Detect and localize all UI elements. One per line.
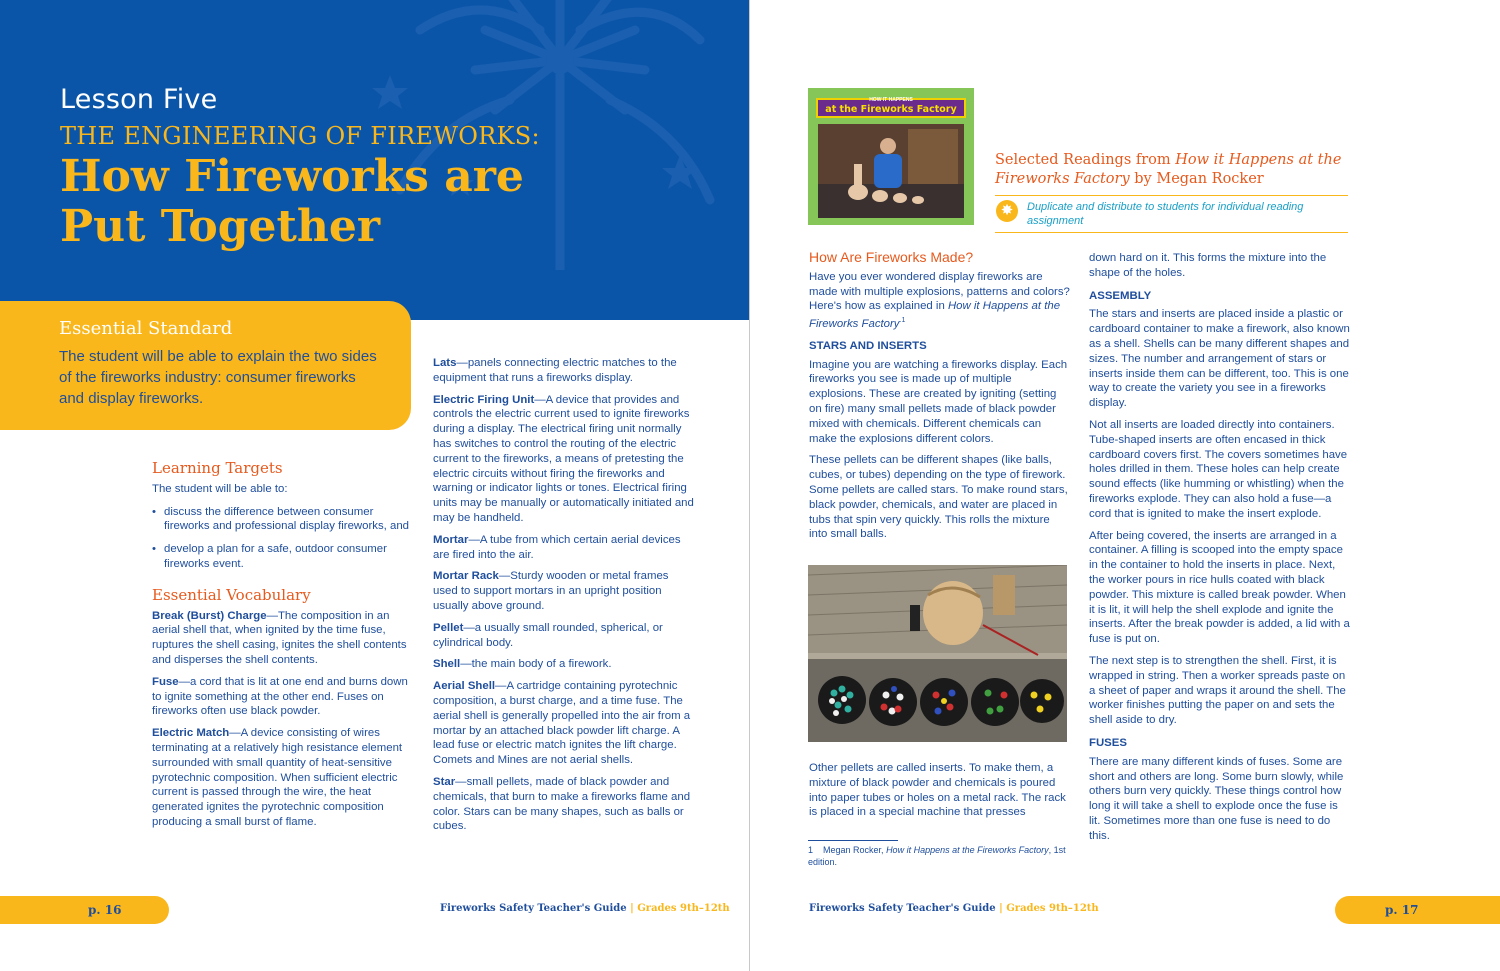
readings-title-prefix: Selected Readings from xyxy=(995,152,1176,168)
essential-standard-text: The student will be able to explain the two sides of the fireworks industry: consumer fireworks and display fireworks. xyxy=(59,348,377,407)
footer-guide-title: Fireworks Safety Teacher's Guide xyxy=(440,903,627,914)
divider xyxy=(995,195,1348,196)
vocab-term: Lats xyxy=(433,357,457,369)
vocab-definition: —A cartridge containing pyrotechnic composition, a burst charge, and a time fuse. The aerial shell is generally propelled into the air from a mortar by an attached black powder lift charge. A lead fuse or electric match ignites the lift charge. Comets and Mines are not aerial shells. xyxy=(433,680,691,767)
article-intro-text: Have you ever wondered display fireworks are made with multiple explosions, patterns and colors? Here's how as explained in xyxy=(809,270,1070,313)
assembly-paragraph: The stars and inserts are placed inside a plastic or cardboard container to make a firework, also known as a shell. Shells can be many different shapes and sizes. The number and arrangement of stars or inserts inside them can be different, too. This is one way to create the variety you see in a fireworks display. xyxy=(1089,308,1350,410)
readings-title-suffix: by Megan Rocker xyxy=(1129,171,1264,187)
vocab-term: Pellet xyxy=(433,621,464,634)
article-column-1 xyxy=(809,250,1071,549)
footnote-book: How it Happens at the Fireworks Factory xyxy=(886,845,1049,855)
footnote-ref: .1 xyxy=(899,317,906,325)
vocab-entry xyxy=(433,393,695,526)
vocab-definition: —the main body of a firework. xyxy=(460,658,612,671)
learning-targets-list xyxy=(152,505,410,572)
footer-grades: Grades 9th–12th xyxy=(637,903,730,914)
vocab-definition: —The composition in an aerial shell that, when ignited by the time fuse, ruptures the shell casing, ignites the shell contents and disperses the shell contents. xyxy=(152,609,407,666)
vocab-entry xyxy=(433,356,695,386)
page-spine xyxy=(749,0,750,971)
readings-title xyxy=(995,151,1355,189)
page-number-right: p. 17 xyxy=(1335,896,1500,924)
readings-title-book: How it Happens at the Fireworks Factory xyxy=(995,152,1342,187)
vocab-definition: —small pellets, made of black powder and chemicals, that burn to make a fireworks flame and color. Stars can be many shapes, such as balls or cubes. xyxy=(433,775,691,833)
sparkle-icon: ✸ xyxy=(996,200,1018,222)
vocab-definition: —A device that provides and controls the electric current used to ignite fireworks during a display. The electrical firing unit normally has switches to control the routing of the electric current to the fireworks, a means of pretesting the electric circuits without firing the fireworks and warning or indicator lights or tones. Electrical firing units may be manually or automatically initiated and may be handheld. xyxy=(433,393,694,524)
vocabulary-column xyxy=(433,356,695,841)
vocab-entry xyxy=(433,569,695,613)
article-intro xyxy=(809,270,1071,332)
vocab-definition: —A device consisting of wires terminating at a relatively high resistance element surrounded with small quantity of heat-sensitive pyrotechnic composition. When sufficient electric current is passed through the wire, the heat generated ignites the pyrotechnic composition producing a small burst of flame. xyxy=(152,727,403,828)
vocab-definition: —panels connecting electric matches to the equipment that runs a fireworks display. xyxy=(433,357,677,384)
essential-standard-heading: Essential Standard xyxy=(59,318,233,339)
article-column-2 xyxy=(1089,251,1351,850)
list-item: • develop a plan for a safe, outdoor consumer fireworks event. xyxy=(152,542,410,572)
vocab-term: Star xyxy=(433,775,456,788)
fuses-heading: FUSES xyxy=(1089,736,1127,749)
stars-paragraph: Imagine you are watching a fireworks display. Each fireworks you see is made up of multiple explosions. These are created by igniting (setting on fire) many small pellets made of black powder mixed with chemicals. Different chemicals can make the explosions different colors. xyxy=(809,358,1068,445)
book-cover-title: at the Fireworks Factory xyxy=(825,104,957,115)
footer-guide-left xyxy=(440,903,730,914)
vocab-term: Break (Burst) Charge xyxy=(152,609,267,622)
fuses-paragraph: There are many different kinds of fuses. Some are short and others are long. Some burn slowly, while others burn very quickly. These things control how long it will take a shell to explode once the fuse is lit. Sometimes more than one fuse is need to do this. xyxy=(1089,755,1344,842)
footnote xyxy=(808,844,1073,868)
book-cover-image xyxy=(808,88,974,225)
vocab-entry xyxy=(433,679,695,768)
footnote-edition: , 1st edition. xyxy=(808,845,1066,867)
footnote-divider xyxy=(808,840,898,841)
assembly-paragraph: After being covered, the inserts are arranged in a container. A filling is scooped into the empty space in the container to hold the inserts in place. Next, the worker pours in rice hulls coated with black powder. This mixture is called break powder. When it is lit, it will help the shell explode and ignite the inserts. After the break powder is added, a lid with a fuse is put on. xyxy=(1089,529,1350,646)
vocabulary-heading: Essential Vocabulary xyxy=(152,585,311,604)
lesson-subtitle: THE ENGINEERING OF FIREWORKS: xyxy=(60,122,540,150)
article-intro-book: How it Happens at the Fireworks Factory xyxy=(809,300,1061,330)
vocab-term: Shell xyxy=(433,658,461,671)
fireworks-photo xyxy=(808,565,1067,742)
article-column-1-bottom xyxy=(809,761,1071,827)
vocab-entry xyxy=(152,609,410,668)
book-cover-photo xyxy=(818,124,964,218)
footnote-author: Megan Rocker, xyxy=(823,845,887,855)
vocab-definition: —a usually small rounded, spherical, or cylindrical body. xyxy=(433,621,663,649)
list-item: • discuss the difference between consumer fireworks and professional display fireworks, and xyxy=(152,505,410,535)
lesson-label: Lesson Five xyxy=(60,84,218,115)
vocab-definition: —A tube from which certain aerial devices are fired into the air. xyxy=(433,533,681,561)
vocab-definition: —Sturdy wooden or metal frames used to support mortars in an upright position usually above ground. xyxy=(433,570,669,612)
book-cover-series: HOW IT HAPPENS xyxy=(869,97,913,103)
continued-paragraph: down hard on it. This forms the mixture into the shape of the holes. xyxy=(1089,252,1327,279)
vocab-entry xyxy=(152,675,410,719)
vocab-entry xyxy=(433,621,695,651)
vocab-entry xyxy=(433,775,695,834)
vocab-term: Mortar Rack xyxy=(433,570,499,583)
assembly-heading: ASSEMBLY xyxy=(1089,289,1152,302)
footer-separator: | xyxy=(995,903,1007,914)
footer-guide-right xyxy=(809,903,1099,914)
page-title: How Fireworks are Put Together xyxy=(60,151,524,252)
learning-targets-intro: The student will be able to: xyxy=(152,482,288,495)
vocab-term: Aerial Shell xyxy=(433,680,496,693)
assembly-paragraph: Not all inserts are loaded directly into containers. Tube-shaped inserts are often encased in thick cardboard covers first. The covers sometimes have holes drilled in them. These holes can help create sound effects (like humming or whistling) when the fireworks explode. They can also hold a fuse—a cord that is ignited to make the insert explode. xyxy=(1089,418,1348,520)
footer-guide-title: Fireworks Safety Teacher's Guide xyxy=(809,903,996,914)
vocab-entry xyxy=(433,533,695,563)
page-number-left: p. 16 xyxy=(0,896,169,924)
stars-paragraph: These pellets can be different shapes (like balls, cubes, or tubes) depending on the type of firework. Some pellets are called stars. To make round stars, black powder, chemicals, and water are placed in tubs that spin very quickly. This rolls the mixture into small balls. xyxy=(809,454,1068,541)
footer-grades: Grades 9th–12th xyxy=(1006,903,1099,914)
article-heading: How Are Fireworks Made? xyxy=(809,249,974,265)
readings-note: Duplicate and distribute to students for individual reading assignment xyxy=(1027,201,1304,227)
footnote-number: 1 xyxy=(808,845,814,855)
divider xyxy=(995,232,1348,233)
vocab-term: Electric Firing Unit xyxy=(433,393,535,406)
learning-column xyxy=(152,461,410,837)
vocab-entry xyxy=(152,726,410,830)
vocab-term: Mortar xyxy=(433,533,469,546)
footer-separator: | xyxy=(626,903,638,914)
vocab-definition: —a cord that is lit at one end and burns down to ignite something at the other end. Fuses on fireworks often use black powder. xyxy=(152,675,408,718)
stars-heading: STARS AND INSERTS xyxy=(809,339,927,352)
vocab-term: Fuse xyxy=(152,675,179,688)
assembly-paragraph: The next step is to strengthen the shell. First, it is wrapped in string. Then a worker spreads paste on a sheet of paper and wraps it around the shell. The worker finishes putting the paper on and sets the shell aside to dry. xyxy=(1089,654,1346,727)
vocab-term: Electric Match xyxy=(152,727,230,740)
inserts-paragraph: Other pellets are called inserts. To make them, a mixture of black powder and chemicals is poured into paper tubes or holes on a metal rack. The rack is placed in a special machine that presses xyxy=(809,762,1066,819)
vocab-entry xyxy=(433,657,695,672)
learning-targets-heading: Learning Targets xyxy=(152,459,283,477)
